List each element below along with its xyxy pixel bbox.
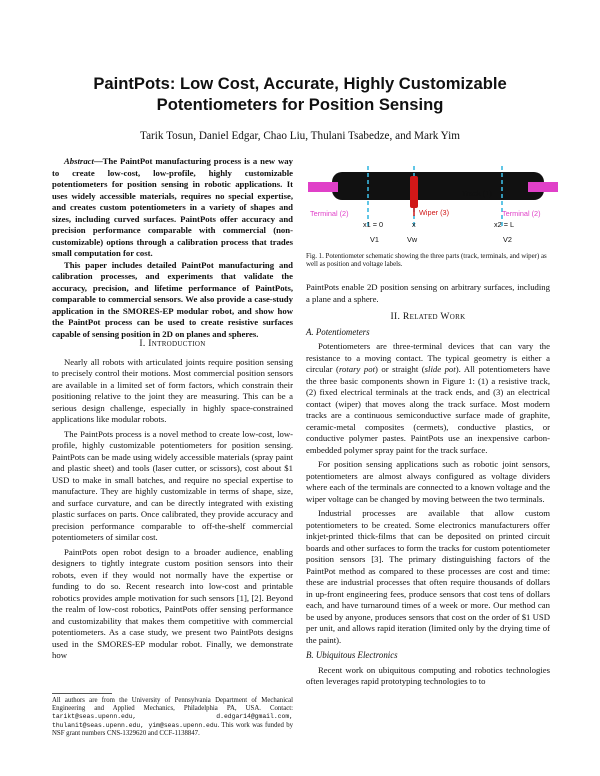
subsection-heading: A. Potentiometers [306,326,370,337]
footnote-text: . This work was funded by NSF grant numbers CNS-1329620 and CCF-1138847. [52,721,293,737]
footnote-emails: thulanit@seas.upenn.edu, yim@seas.upenn.edu [52,721,218,729]
terminal-left-label: Terminal (2) [310,209,349,218]
body-paragraph: Recent work on ubiquitous computing and robotics technologies often leverages rapid prototyping technologies to to [306,664,550,686]
potentiometer-figure [306,164,560,249]
left-terminal-shape [308,182,338,192]
abstract-label: Abstract [64,156,94,166]
body-paragraph: PaintPots open robot design to a broader audience, enabling designers to tightly integrate custom position sensors into their robots, even if they would not normally have the expertise or funding to do so. Recent research into low-cost and printable robotics provides ample motivation for such sensors [1], [2]. Beyond the realm of low-cost robotics, PaintPots offer sensing performance and customizability that makes them competitive with commercial potentiometers. As a case study, we present two PaintPots designs used in the SMORES-EP modular robot. Finally, we demonstrate how [52,546,293,660]
body-paragraph: Industrial processes are available that allow custom potentiometers to be created. Some electronics manufacturers offer inkjet-printed thick-films that can be deposited on printed circuit boards and other surfaces to form the tracks for custom potentiometer position sensors [3]. The primary distinguishing factors of the PaintPot method as compared to these processes are cost and time: these are industrial processes that often require thousands of dollars in up-front engineering fees, produce sensors that cost tens of dollars each, and have turnaround times of a week or more. Our method can be used by anyone, produces sensors that cost on the order of $1 USD per unit, and allows rapid iteration (limited only by the drying time of the paint). [306,508,550,645]
abstract-paragraph [52,156,293,260]
x-label: x [412,220,416,229]
body-paragraph: Potentiometers are three-terminal devices that can vary the resistance to a moving contact. The typical geometry is either a circular (rotary pot) or straight (slide pot). All potentiometers have the three basic components shown in Figure 1: (1) a resistive track, (2) fixed electrical terminals at the track ends, and (3) an electrical contact (wiper) that moves along the track surface. Most modern tracks are a continuous semiconductive surface made of graphite, ceramic-metal composites (cermets), conductive plastics, or conductive polymer pastes. PaintPots use an inexpensive carbon-embedded polymer spray paint for the track surface. [306,341,551,455]
body-paragraph: PaintPots enable 2D position sensing on arbitrary surfaces, including a plane and a sphere. [306,282,550,304]
paper-title: PaintPots: Low Cost, Accurate, Highly Customizable Potentiometers for Position Sensing [93,74,507,114]
footnote [52,697,293,738]
figure-caption: Fig. 1. Potentiometer schematic showing the three parts (track, terminals, and wiper) as well as position and voltage labels. [306,253,547,269]
track-shape [332,172,544,200]
vw-label: Vw [407,235,418,244]
right-column-body [306,282,550,691]
v2-label: V2 [503,235,512,244]
left-column-body [52,338,293,665]
section-heading: I. Introduction [139,338,206,349]
abstract-text: —The PaintPot manufacturing process is a new way to create low-cost, low-profile, highly customizable potentiometers for position sensing in robotic applications. It uses widely accessible materials, requires no special expertise, and creates custom potentiometers in a variety of shapes and sizes, including curved surfaces. PaintPots offer accuracy and precision performance comparable with commercial (non-customizable) options through a calibration process that trades small computation for cost. [52,156,293,258]
footnote-emails: tarikt@seas.upenn.edu, d.edgar14@gmail.com, [52,713,293,721]
x1-label: x1 = 0 [363,220,384,229]
section-heading: II. Related Work [390,311,466,322]
right-terminal-shape [528,182,558,192]
track-label: Track (1) [462,189,492,198]
body-paragraph: Nearly all robots with articulated joints require position sensing to precisely control their motions. Most commercial position sensors are available in a limited set of form factors, which constrain their positioning relative to the joint they are measuring. This can be a serious design challenge, especially in highly space-constrained applications like modular robots. [52,356,293,424]
terminal-right-label: Terminal (2) [502,209,541,218]
abstract-paragraph: This paper includes detailed PaintPot manufacturing and calibration processes, and experiments that validate the accuracy, precision, and lifetime performance of PaintPots, comparable to commercial sensors. We also provide a case-study application in the SMORES-EP modular robot, and show how the PaintPot process can be used to create resistive surfaces capable of sensing position in 2D on planes and spheres. [52,259,293,339]
subsection-heading: B. Ubiquitous Electronics [306,650,398,660]
v1-label: V1 [370,235,379,244]
footnote-divider [52,693,112,694]
wiper-label: Wiper (3) [419,208,449,217]
footnote-text: All authors are from the University of Pennsylvania Department of Mechanical Engineering and Applied Mechanics, Philadelphia PA, USA. Contact: [52,697,293,713]
body-paragraph: The PaintPots process is a novel method to create low-cost, low-profile, highly customizable potentiometers for position sensing. PaintPots can be made using widely accessible materials (spray paint and plastic sheet) and tools (laser cutter, or scissors), cost about $1 USD to make in small batches, and require no special expertise to manufacture. They are highly customizable in terms of shape, size, and surface curvature, and can be directly integrated with existing plastic surfaces on parts. Once calibrated, they provide accuracy and precision performance comparable to off-the-shelf commercial potentiometers of similar cost. [52,428,293,542]
abstract [52,156,293,340]
body-paragraph: For position sensing applications such as robotic joint sensors, potentiometers are almost always configured as voltage dividers where each of the terminals are connected to a known voltage and the wiper voltage can be changed by moving between the two terminals. [306,459,550,504]
wiper-shape [410,176,418,208]
author-list: Tarik Tosun, Daniel Edgar, Chao Liu, Thulani Tsabedze, and Mark Yim [140,130,460,142]
x2-label: x2 = L [494,220,515,229]
